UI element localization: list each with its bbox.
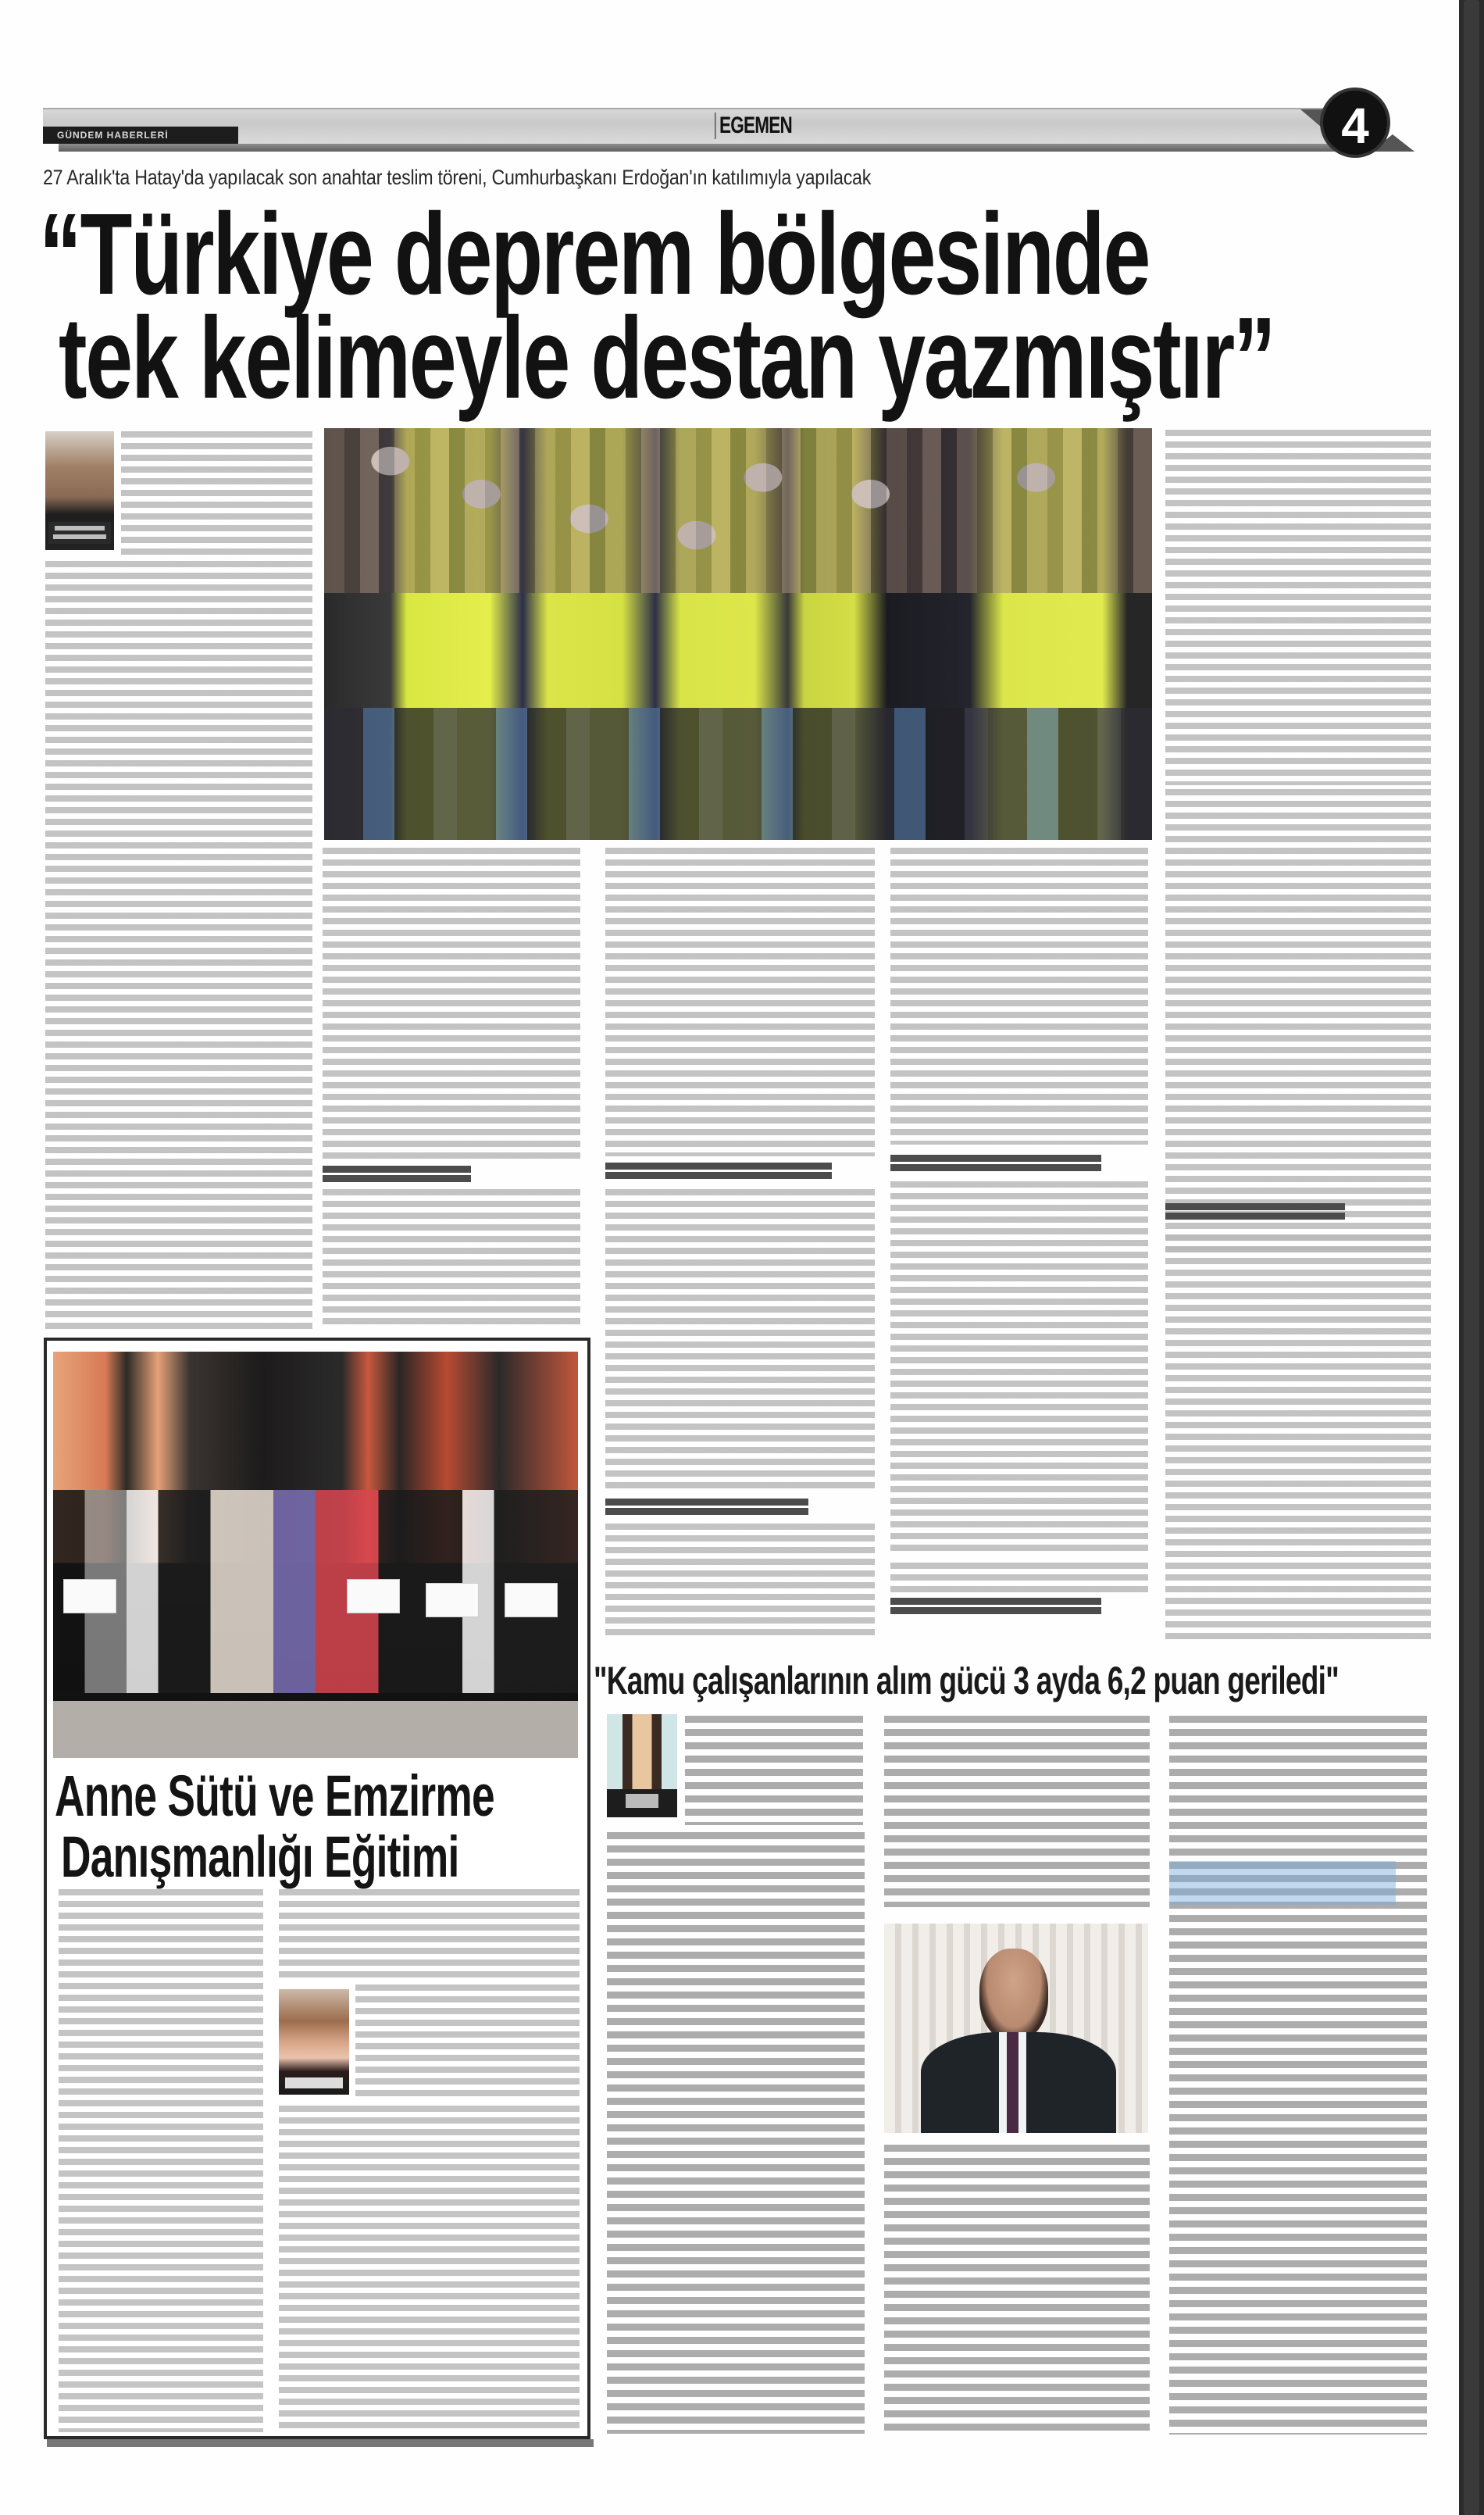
main-article-text-column — [605, 1189, 875, 1494]
second-article-text-column — [884, 2145, 1150, 2434]
author-name-caption — [607, 1789, 677, 1817]
second-article-text-column — [607, 1832, 865, 2434]
second-article-text-column — [1169, 1716, 1427, 2435]
main-article-subhead — [323, 1166, 471, 1183]
certificate-icon — [505, 1583, 558, 1617]
main-article-text-column — [890, 1181, 1148, 1556]
second-article-text-column — [884, 1716, 1150, 1907]
second-article-headline: "Kamu çalışanlarının alım gücü 3 ayda 6,2 puan geriledi" — [594, 1659, 1339, 1702]
main-article-text-column — [890, 848, 1148, 1145]
main-article-text-column — [890, 1563, 1148, 1594]
main-article-subhead — [605, 1499, 808, 1516]
main-article-headline-line1: “Türkiye deprem bölgesinde — [39, 190, 1150, 319]
second-article-portrait-photo[interactable] — [884, 1924, 1148, 2133]
columnist-name-caption — [48, 522, 111, 544]
main-article-text-column — [45, 561, 312, 1331]
second-article-author-photo — [607, 1714, 677, 1817]
main-article-text-column — [323, 1189, 580, 1330]
photo-crowd-legs — [324, 708, 1152, 840]
paper-name: EGEMEN — [715, 113, 792, 139]
main-article-text-column — [1165, 789, 1431, 1258]
main-article-text-column — [605, 1524, 875, 1641]
masthead — [43, 103, 1418, 153]
main-article-headline-line2: tek kelimeyle destan yazmıştır” — [59, 294, 1275, 423]
boxed-article-text-column — [279, 1889, 580, 1983]
main-article-subhead — [1165, 1203, 1345, 1220]
main-article-text-column — [1165, 1234, 1431, 1645]
boxed-article-headline-line2: Danışmanlığı Eğitimi — [61, 1824, 459, 1889]
author-name-caption — [285, 2077, 343, 2088]
section-label: GÜNDEM HABERLERİ — [43, 127, 238, 144]
main-article-subhead — [890, 1598, 1101, 1615]
main-article-photo[interactable] — [324, 428, 1152, 840]
masthead-rule — [59, 144, 1340, 152]
certificate-icon — [63, 1579, 116, 1613]
boxed-article-author-photo — [279, 1989, 349, 2095]
columnist-photo — [45, 431, 114, 550]
box-shadow — [47, 2439, 594, 2447]
main-article-text-column — [323, 848, 580, 1160]
certificate-icon — [347, 1579, 400, 1613]
main-article-text-column — [121, 431, 312, 556]
text-selection-highlight — [1169, 1861, 1396, 1905]
photo-crowd-heads — [324, 428, 1152, 593]
boxed-article-text-column — [355, 1984, 580, 2102]
boxed-article-photo[interactable] — [53, 1352, 578, 1758]
main-article-text-column — [605, 848, 875, 1156]
boxed-article-text-column — [59, 1889, 263, 2432]
main-article-kicker: 27 Aralık'ta Hatay'da yapılacak son anahtar teslim töreni, Cumhurbaşkanı Erdoğan'ın katılımıyla yapılacak — [43, 166, 872, 189]
portrait-suit — [921, 2032, 1116, 2133]
second-article-text-column — [685, 1716, 863, 1825]
boxed-article-headline-line1: Anne Sütü ve Emzirme — [55, 1763, 494, 1828]
portrait-head — [979, 1949, 1048, 2041]
main-article-subhead — [890, 1155, 1101, 1172]
scrollbar[interactable] — [1459, 0, 1484, 2515]
main-article-text-column — [1165, 430, 1431, 785]
scrollbar-thumb[interactable] — [1464, 0, 1479, 2515]
boxed-article-text-column — [279, 2106, 580, 2432]
photo-crowd — [53, 1490, 578, 1693]
main-article-subhead — [605, 1163, 832, 1180]
certificate-icon — [426, 1583, 479, 1617]
page-number-badge: 4 — [1320, 88, 1390, 158]
